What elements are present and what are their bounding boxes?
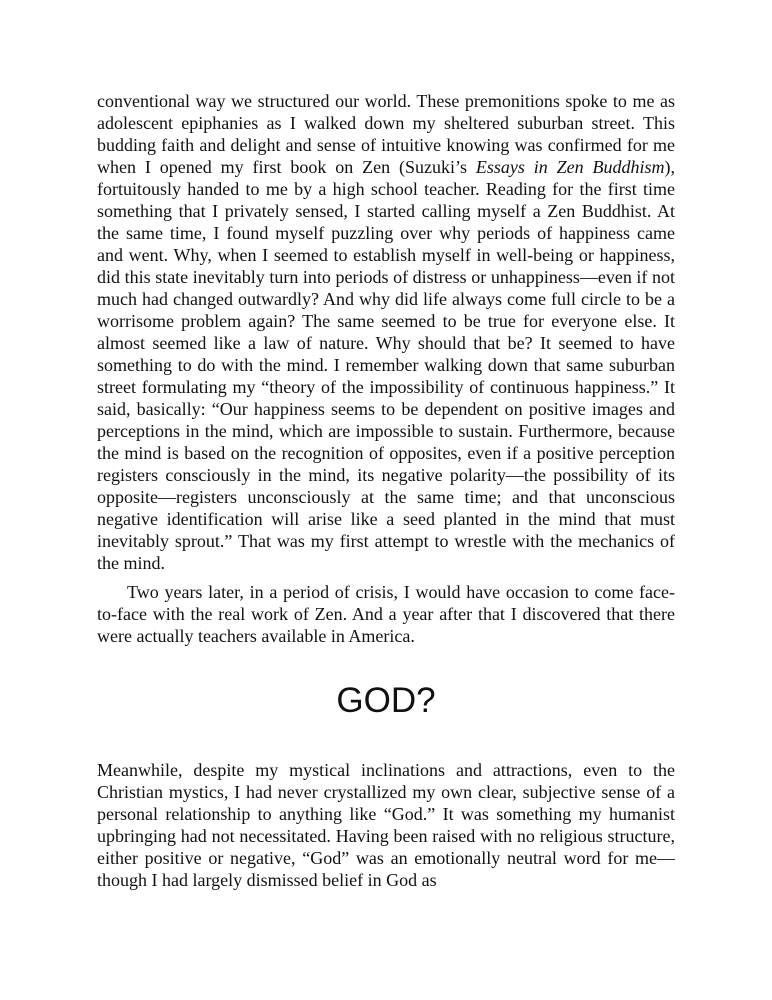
- paragraph: [97, 90, 675, 574]
- book-page: [97, 90, 675, 891]
- paragraph: Two years later, in a period of crisis, I would have occasion to come face-to-face with the real work of Zen. And a year after that I discovered that there were actually teachers available in America.: [97, 582, 675, 646]
- paragraph: Meanwhile, despite my mystical inclinations and attractions, even to the Christian mystics, I had never crystallized my own clear, subjective sense of a personal relationship to anything like “God.” It was something my humanist upbringing had not necessitated. Having been raised with no religious structure, either positive or negative, “God” was an emotionally neutral word for me—though I had largely dismissed belief in God as: [97, 760, 675, 890]
- book-title: Essays in Zen Buddhism: [475, 157, 665, 177]
- section-heading: GOD?: [336, 681, 436, 720]
- paragraph-text: ), fortuitously handed to me by a high school teacher. Reading for the first time something that I privately sensed, I started calling myself a Zen Buddhist. At the same time, I found myself puzzling over why periods of happiness came and went. Why, when I seemed to establish myself in well-being or happiness, did this state inevitably turn into periods of distress or unhappiness—even if not much had changed outwardly? And why did life always come full circle to be a worrisome problem again? The same seemed to be true for everyone else. It almost seemed like a law of nature. Why should that be? It seemed to have something to do with the mind. I remember walking down that same suburban street formulating my “theory of the impossibility of continuous happiness.” It said, basically: “Our happiness seems to be dependent on positive images and perceptions in the mind, which are impossible to sustain. Furthermore, because the mind is based on the recognition of opposites, even if a positive perception registers consciously in the mind, its negative polarity—the possibility of its opposite—registers unconsciously at the same time; and that unconscious negative identification will arise like a seed planted in the mind that must inevitably sprout.” That was my first attempt to wrestle with the mechanics of the mind.: [97, 157, 675, 573]
- paragraph-text: conventional way we structured our world. These premonitions spoke to me as adolescent epiphanies as I walked down my sheltered suburban street. This budding faith and delight and sense of intuitive knowing was confirmed for me when I opened my first book on Zen (Suzuki’s: [97, 91, 675, 177]
